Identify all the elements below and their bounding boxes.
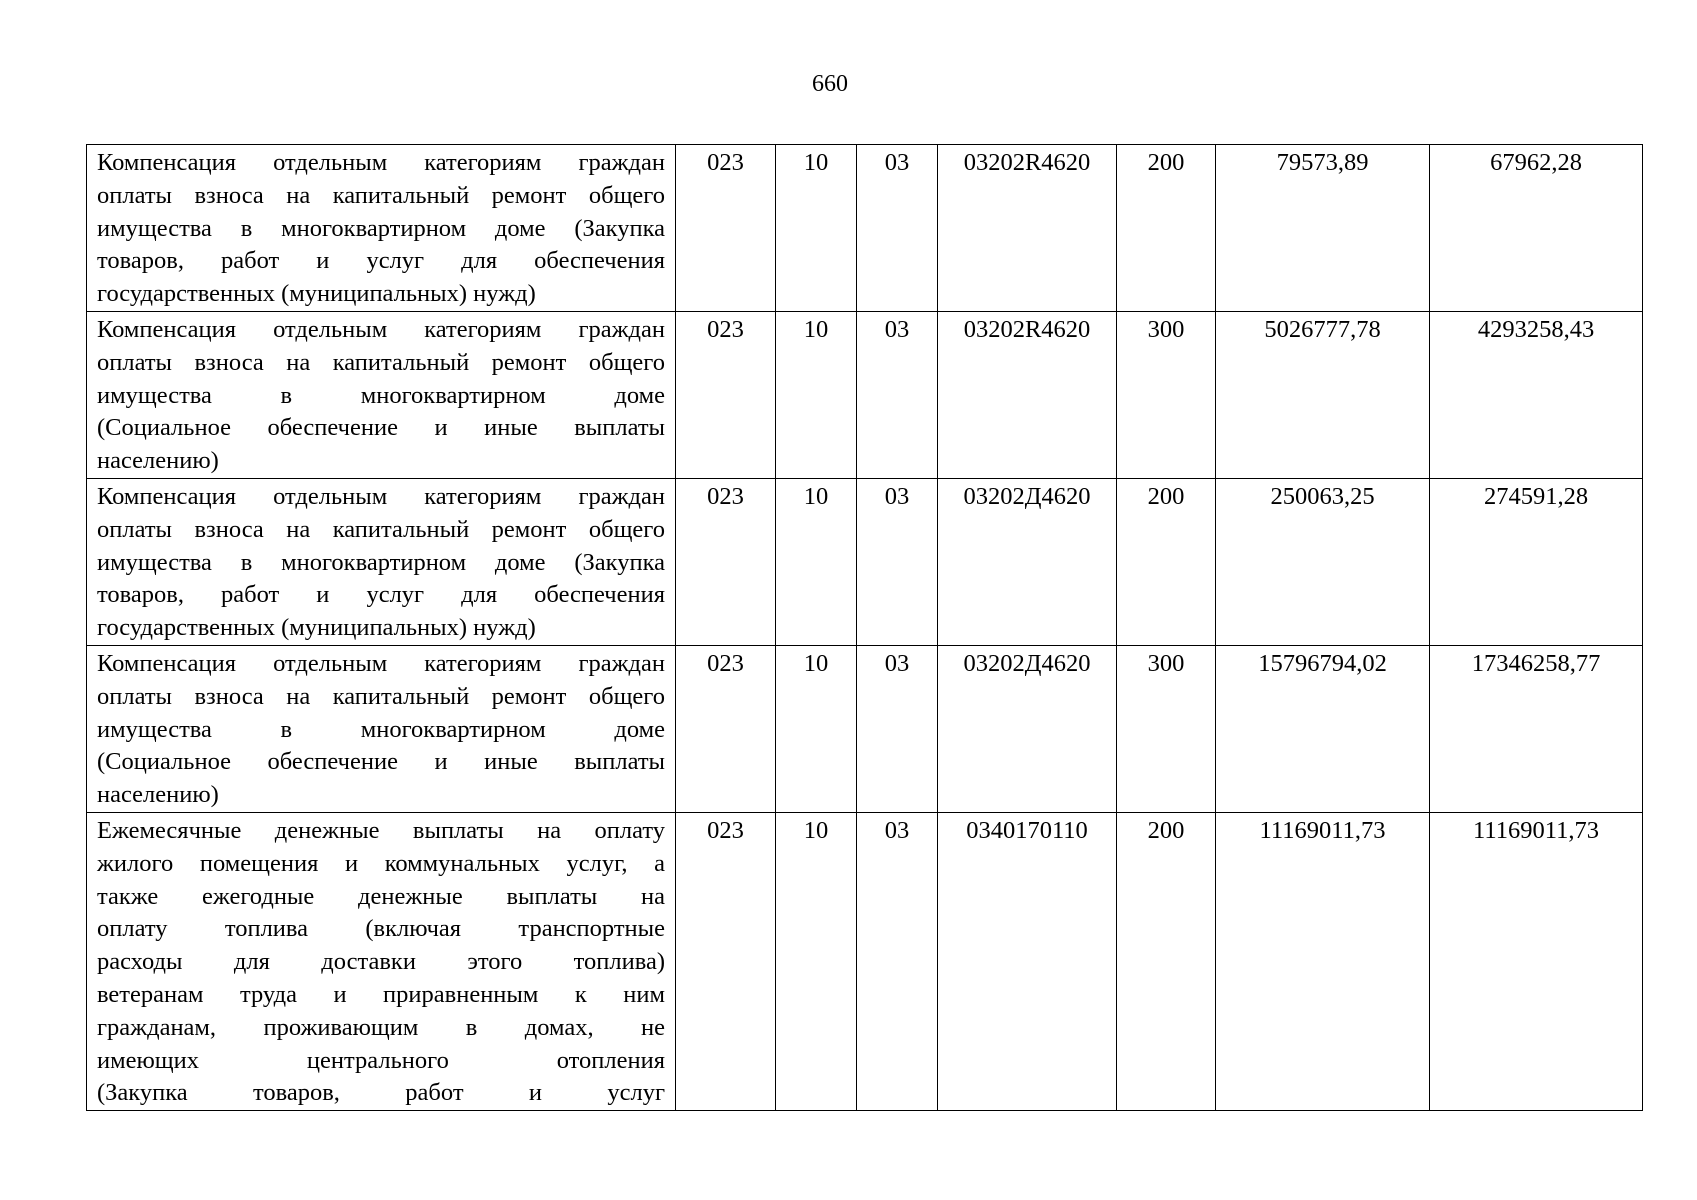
amount-year-2: 11169011,73 — [1430, 812, 1643, 1110]
amount-year-2: 274591,28 — [1430, 478, 1643, 645]
amount-year-2: 67962,28 — [1430, 145, 1643, 312]
section-code: 10 — [776, 145, 857, 312]
expense-type-code: 200 — [1117, 812, 1216, 1110]
description-line: Ежемесячные денежные выплаты на оплату — [97, 816, 665, 844]
description-line: Компенсация отдельным категориям граждан — [97, 315, 665, 343]
expense-type-code: 300 — [1117, 311, 1216, 478]
description-line: Компенсация отдельным категориям граждан — [97, 482, 665, 510]
target-code: 03202R4620 — [938, 311, 1117, 478]
description-line: Компенсация отдельным категориям граждан — [97, 149, 665, 176]
expense-type-code: 200 — [1117, 145, 1216, 312]
amount-year-1: 11169011,73 — [1216, 812, 1430, 1110]
expense-type-code: 300 — [1117, 645, 1216, 812]
admin-code: 023 — [676, 145, 776, 312]
section-code: 10 — [776, 812, 857, 1110]
target-code: 0340170110 — [938, 812, 1117, 1110]
budget-table — [86, 144, 1643, 1111]
amount-year-1: 5026777,78 — [1216, 311, 1430, 478]
description-line: государственных (муниципальных) нужд) — [97, 280, 536, 308]
subsection-code: 03 — [857, 812, 938, 1110]
description-line: оплаты взноса на капитальный ремонт общего — [97, 682, 665, 710]
description-line: также ежегодные денежные выплаты на — [97, 882, 665, 910]
description-line: имеющих центрального отопления — [97, 1046, 665, 1074]
subsection-code: 03 — [857, 311, 938, 478]
description-line: жилого помещения и коммунальных услуг, а — [97, 849, 665, 877]
description-line: имущества в многоквартирном доме (Закупка — [97, 214, 665, 242]
description-line: имущества в многоквартирном доме — [97, 381, 665, 409]
description-line: оплаты взноса на капитальный ремонт общего — [97, 515, 665, 543]
description-line: оплаты взноса на капитальный ремонт общего — [97, 348, 665, 376]
admin-code: 023 — [676, 645, 776, 812]
description-line: ветеранам труда и приравненным к ним — [97, 980, 665, 1008]
table-row — [87, 645, 1643, 812]
description-line: оплату топлива (включая транспортные — [97, 915, 665, 943]
row-description — [87, 478, 676, 645]
row-description — [87, 311, 676, 478]
description-line: расходы для доставки этого топлива) — [97, 948, 665, 976]
amount-year-1: 79573,89 — [1216, 145, 1430, 312]
description-line: имущества в многоквартирном доме (Закупка — [97, 548, 665, 576]
description-line: государственных (муниципальных) нужд) — [97, 614, 536, 642]
target-code: 03202Д4620 — [938, 645, 1117, 812]
amount-year-2: 4293258,43 — [1430, 311, 1643, 478]
amount-year-1: 15796794,02 — [1216, 645, 1430, 812]
admin-code: 023 — [676, 311, 776, 478]
row-description — [87, 812, 676, 1110]
subsection-code: 03 — [857, 645, 938, 812]
target-code: 03202Д4620 — [938, 478, 1117, 645]
section-code: 10 — [776, 478, 857, 645]
subsection-code: 03 — [857, 145, 938, 312]
description-line: населению) — [97, 447, 219, 475]
subsection-code: 03 — [857, 478, 938, 645]
admin-code: 023 — [676, 812, 776, 1110]
row-description — [87, 145, 676, 312]
table-row — [87, 812, 1643, 1110]
section-code: 10 — [776, 645, 857, 812]
description-line: (Социальное обеспечение и иные выплаты — [97, 748, 665, 776]
description-line: Компенсация отдельным категориям граждан — [97, 649, 665, 677]
description-line: имущества в многоквартирном доме — [97, 715, 665, 743]
description-line: населению) — [97, 781, 219, 809]
description-line: товаров, работ и услуг для обеспечения — [97, 581, 665, 609]
table-row — [87, 145, 1643, 312]
description-line: гражданам, проживающим в домах, не — [97, 1013, 665, 1041]
target-code: 03202R4620 — [938, 145, 1117, 312]
description-line: оплаты взноса на капитальный ремонт общего — [97, 181, 665, 209]
table-row — [87, 478, 1643, 645]
description-line: товаров, работ и услуг для обеспечения — [97, 247, 665, 275]
amount-year-2: 17346258,77 — [1430, 645, 1643, 812]
description-line: (Закупка товаров, работ и услуг — [97, 1079, 665, 1107]
page-number: 660 — [812, 71, 848, 97]
expense-type-code: 200 — [1117, 478, 1216, 645]
row-description — [87, 645, 676, 812]
table-row — [87, 311, 1643, 478]
description-line: (Социальное обеспечение и иные выплаты — [97, 414, 665, 442]
admin-code: 023 — [676, 478, 776, 645]
amount-year-1: 250063,25 — [1216, 478, 1430, 645]
section-code: 10 — [776, 311, 857, 478]
